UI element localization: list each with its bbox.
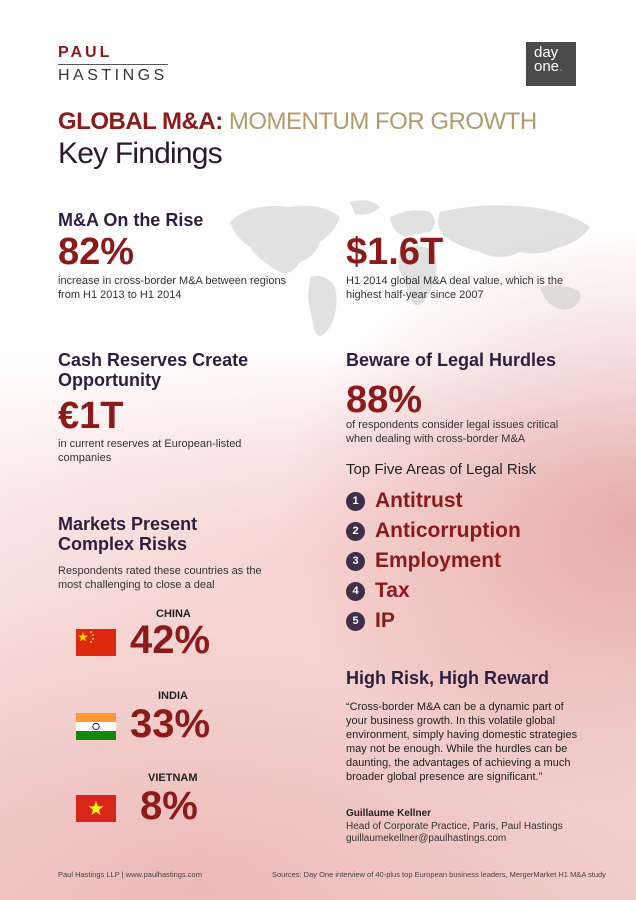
footer-left: Paul Hastings LLP | www.paulhastings.com — [58, 870, 202, 879]
title-part2: MOMENTUM FOR GROWTH — [222, 108, 537, 135]
reward-quote: “Cross-border M&A can be a dynamic part of your business growth. In this volatile global environment, simply having domestic strategies may not be enough. While the hurdles can be daunting, the advantages of achieving a much broader global presence are significant.” — [346, 701, 578, 783]
day-one-badge — [526, 42, 576, 86]
country-pct-india: 33% — [130, 702, 211, 746]
stat-16t-desc: H1 2014 global M&A deal value, which is the highest half-year since 2007 — [346, 275, 564, 301]
stat-82-desc: increase in cross-border M&A between regions from H1 2013 to H1 2014 — [58, 275, 287, 301]
quote-author: Guillaume Kellner — [346, 808, 432, 819]
risk-label: Antitrust — [375, 489, 463, 512]
country-pct-vietnam: 8% — [140, 784, 198, 828]
badge-line1: day — [534, 44, 559, 61]
risk-label: Employment — [375, 549, 502, 572]
list-item — [346, 606, 521, 636]
risk-number-badge: 1 — [346, 492, 365, 511]
india-flag-icon — [76, 713, 116, 740]
country-name-india: INDIA — [158, 690, 188, 702]
markets-desc: Respondents rated these countries as the most challenging to close a deal — [58, 565, 262, 591]
risk-number-badge: 4 — [346, 582, 365, 601]
list-item — [346, 576, 521, 606]
country-pct-china: 42% — [130, 618, 211, 662]
page-title — [58, 108, 537, 136]
footer-sources: Sources: Day One interview of 40-plus top European business leaders, MergerMarket H1 M&A study — [272, 870, 606, 879]
risk-number-badge: 5 — [346, 612, 365, 631]
vietnam-flag-icon — [76, 795, 116, 822]
legal-heading: Beware of Legal Hurdles — [346, 350, 557, 370]
page-subtitle: Key Findings — [58, 137, 222, 170]
quote-author-role: Head of Corporate Practice, Paris, Paul Hastings — [346, 821, 563, 832]
risk-number-badge: 3 — [346, 552, 365, 571]
list-item — [346, 546, 521, 576]
cash-value: €1T — [58, 395, 124, 437]
logo-hastings: HASTINGS — [58, 64, 168, 85]
stat-16t-value: $1.6T — [346, 231, 444, 273]
country-name-vietnam: VIETNAM — [148, 772, 198, 784]
stat-82-value: 82% — [58, 231, 135, 273]
quote-author-email: guillaumekellner@paulhastings.com — [346, 833, 507, 844]
country-name-china: CHINA — [156, 608, 191, 620]
list-item — [346, 516, 521, 546]
reward-heading: High Risk, High Reward — [346, 668, 550, 688]
logo-paul: PAUL — [58, 44, 113, 61]
risk-list — [346, 486, 521, 636]
china-flag-icon — [76, 629, 116, 656]
markets-heading: Markets Present Complex Risks — [58, 514, 198, 554]
top-five-heading: Top Five Areas of Legal Risk — [346, 461, 537, 478]
cash-desc: in current reserves at European-listed companies — [58, 438, 242, 464]
risk-label: IP — [375, 609, 395, 632]
title-part1: GLOBAL M&A: — [58, 108, 223, 135]
legal-value: 88% — [346, 379, 423, 421]
legal-desc: of respondents consider legal issues critical when dealing with cross-border M&A — [346, 419, 559, 445]
risk-label: Tax — [375, 579, 410, 602]
risk-number-badge: 2 — [346, 522, 365, 541]
list-item — [346, 486, 521, 516]
badge-line2: one. — [534, 58, 564, 75]
rise-heading: M&A On the Rise — [58, 210, 204, 230]
cash-heading: Cash Reserves Create Opportunity — [58, 350, 249, 390]
risk-label: Anticorruption — [375, 519, 521, 542]
